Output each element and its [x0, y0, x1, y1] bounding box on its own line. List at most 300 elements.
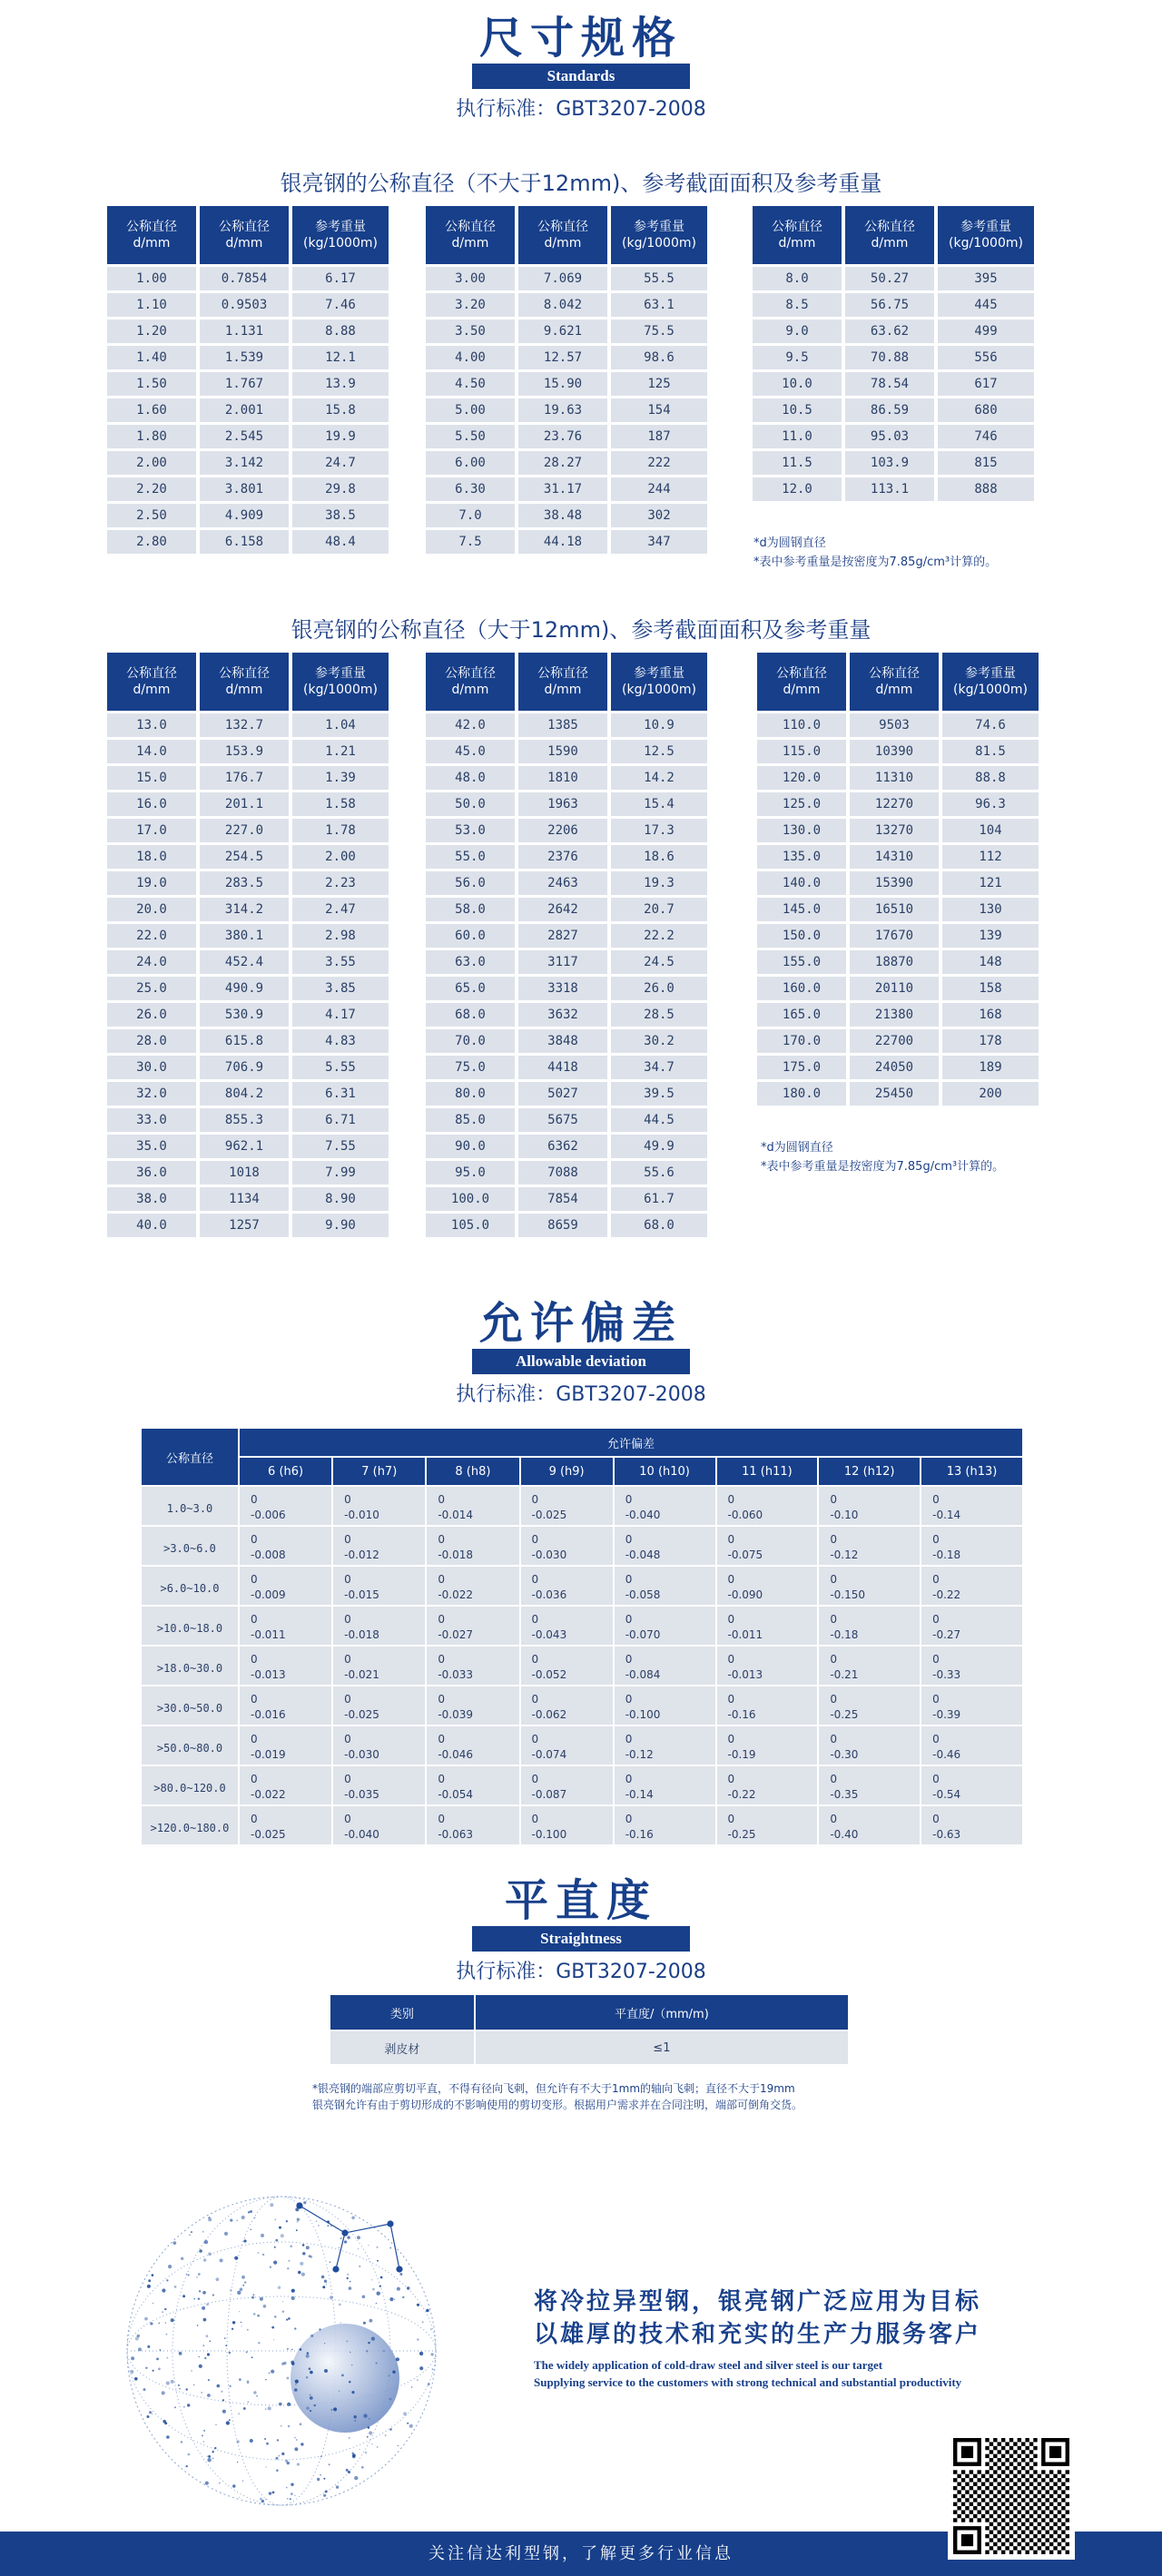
table-cell: 22.0: [107, 924, 196, 948]
upper-deviation: 0: [625, 1573, 633, 1586]
qr-module: [1041, 2542, 1045, 2546]
qr-module: [1009, 2534, 1013, 2538]
qr-module: [1005, 2474, 1009, 2478]
column-header-line1: 公称直径: [537, 220, 588, 234]
qr-module: [985, 2486, 989, 2490]
table-cell: 3848: [518, 1029, 607, 1053]
column-header-line1: 公称直径: [219, 666, 270, 681]
table-cell: 50.27: [845, 267, 934, 290]
qr-module: [1053, 2522, 1057, 2526]
table-row: [426, 766, 707, 790]
column-header-line2: d/mm: [783, 683, 821, 697]
table-row: [426, 1108, 707, 1132]
table-row: [757, 977, 1039, 1000]
qr-module: [998, 2490, 1001, 2493]
globe-dot: [143, 2388, 146, 2391]
table-cell: 7.99: [292, 1161, 389, 1185]
qr-module: [998, 2514, 1001, 2518]
globe-dot: [226, 2421, 230, 2424]
globe-dot: [320, 2474, 321, 2476]
qr-module: [1066, 2526, 1069, 2530]
column-header-line1: 公称直径: [445, 666, 496, 681]
qr-module: [985, 2494, 989, 2498]
table-cell: 2376: [518, 845, 607, 869]
qr-module: [1018, 2494, 1021, 2498]
qr-module: [993, 2510, 997, 2513]
upper-deviation: 0: [830, 1773, 837, 1785]
table-cell: 140.0: [757, 871, 846, 895]
qr-module: [993, 2534, 997, 2538]
globe-dot: [326, 2284, 327, 2285]
qr-module: [1058, 2494, 1061, 2498]
globe-dot: [340, 2322, 341, 2323]
upper-deviation: 0: [251, 1613, 258, 1626]
table-row: [426, 451, 707, 475]
table-row: [426, 1187, 707, 1211]
table-cell: 132.7: [200, 713, 289, 737]
globe-dot: [220, 2258, 223, 2262]
globe-dot: [422, 2321, 424, 2323]
table-cell: 70.88: [845, 346, 934, 369]
qr-module: [1009, 2551, 1013, 2554]
qr-module: [1013, 2522, 1017, 2526]
qr-module: [981, 2474, 985, 2478]
globe-dot: [131, 2356, 134, 2360]
table-cell: 113.1: [845, 477, 934, 501]
table-cell: 4.17: [292, 1003, 389, 1027]
upper-deviation: 0: [251, 1773, 258, 1785]
tolerance-cell: [716, 1805, 819, 1845]
qr-module: [1058, 2518, 1061, 2522]
globe-dot: [149, 2411, 152, 2414]
table-cell: 2.545: [200, 425, 289, 448]
globe-dot: [224, 2337, 226, 2339]
globe-dot: [276, 2469, 279, 2472]
globe-dot: [300, 2348, 302, 2351]
globe-dot: [383, 2350, 385, 2352]
qr-module: [1025, 2510, 1029, 2513]
table-cell: 615.8: [200, 1029, 289, 1053]
large-table-2: [422, 650, 711, 1240]
globe-dot: [236, 2220, 238, 2222]
qr-module: [1025, 2502, 1029, 2506]
table-cell: 158: [942, 977, 1039, 1000]
globe-dot: [130, 2370, 133, 2374]
qr-module: [1001, 2534, 1005, 2538]
column-header-line2: d/mm: [225, 236, 263, 251]
table-row: [107, 346, 389, 369]
globe-dot: [246, 2351, 248, 2353]
qr-module: [990, 2466, 993, 2470]
tolerance-cell: [520, 1486, 614, 1526]
qr-module: [1021, 2546, 1025, 2550]
table-cell: 60.0: [426, 924, 515, 948]
globe-dot: [258, 2342, 260, 2344]
table-cell: 15390: [850, 871, 939, 895]
table-cell: 706.9: [200, 1056, 289, 1079]
table-cell: 2.00: [292, 845, 389, 869]
globe-dot: [281, 2453, 284, 2455]
globe-dot: [426, 2309, 429, 2313]
upper-deviation: 0: [344, 1693, 351, 1706]
tolerance-cell: [426, 1726, 519, 1765]
table-cell: 175.0: [757, 1056, 846, 1079]
lower-deviation: -0.018: [344, 1628, 379, 1641]
upper-deviation: 0: [438, 1613, 445, 1626]
globe-dot: [369, 2431, 372, 2434]
table-row: [426, 530, 707, 554]
qr-module: [1025, 2454, 1029, 2458]
globe-dot: [322, 2286, 325, 2288]
globe-dot: [232, 2484, 235, 2487]
tolerance-cell: [921, 1726, 1023, 1765]
table-cell: 499: [938, 320, 1034, 343]
qr-module: [961, 2478, 965, 2482]
globe-dot: [346, 2340, 348, 2342]
table-row: [426, 845, 707, 869]
table-cell: 28.0: [107, 1029, 196, 1053]
table-cell: 25450: [850, 1082, 939, 1106]
slogan-cn-2: 以雄厚的技术和充实的生产力服务客户: [534, 2321, 982, 2348]
globe-dot: [202, 2345, 204, 2346]
tolerance-cell: [921, 1805, 1023, 1845]
qr-module: [985, 2502, 989, 2506]
globe-dot: [286, 2487, 288, 2489]
table-cell: 12.5: [611, 740, 707, 763]
column-header-line1: 参考重量: [965, 666, 1016, 681]
tolerance-cell: [426, 1526, 519, 1566]
table-cell: 2642: [518, 898, 607, 921]
globe-dot: [324, 2343, 325, 2344]
qr-module: [1046, 2538, 1049, 2542]
qr-module: [1061, 2490, 1065, 2493]
qr-module: [970, 2502, 973, 2506]
globe-dot: [181, 2257, 183, 2260]
globe-dot: [351, 2391, 354, 2394]
lower-deviation: -0.100: [531, 1828, 567, 1841]
qr-module: [990, 2498, 993, 2502]
globe-dot: [286, 2319, 288, 2321]
qr-module: [985, 2551, 989, 2554]
globe-dot: [411, 2386, 413, 2388]
globe-dot: [199, 2249, 202, 2253]
table-cell: 150.0: [757, 924, 846, 948]
tolerance-cell: [239, 1526, 332, 1566]
table-cell: 888: [938, 477, 1034, 501]
qr-code[interactable]: [948, 2433, 1075, 2560]
qr-module: [1058, 2470, 1061, 2473]
globe-dot: [232, 2321, 235, 2324]
globe-dot: [272, 2492, 275, 2494]
qr-module: [1021, 2506, 1025, 2510]
column-header-line2: d/mm: [133, 683, 171, 697]
globe-dot: [202, 2306, 205, 2310]
globe-dot: [234, 2256, 238, 2260]
qr-module: [961, 2518, 965, 2522]
upper-deviation: 0: [438, 1733, 445, 1745]
qr-module: [970, 2486, 973, 2490]
qr-module: [1013, 2498, 1017, 2502]
qr-module: [990, 2538, 993, 2542]
table-cell: 9.90: [292, 1214, 389, 1237]
qr-module: [1021, 2442, 1025, 2445]
table-cell: 20.0: [107, 898, 196, 921]
globe-dot: [310, 2410, 311, 2412]
upper-deviation: 0: [830, 1813, 837, 1825]
globe-dot: [214, 2447, 216, 2449]
globe-dot: [306, 2406, 310, 2410]
globe-dot: [160, 2349, 162, 2351]
qr-module: [1053, 2546, 1057, 2550]
lower-deviation: -0.006: [251, 1509, 286, 1521]
table-cell: 112: [942, 845, 1039, 869]
qr-module: [1053, 2531, 1057, 2534]
table-cell: 445: [938, 293, 1034, 317]
note-small: [753, 534, 997, 572]
table-cell: 1590: [518, 740, 607, 763]
table-cell: 98.6: [611, 346, 707, 369]
qr-module: [1013, 2474, 1017, 2478]
globe-dot: [208, 2455, 211, 2458]
qr-module: [1001, 2518, 1005, 2522]
qr-module: [1038, 2483, 1041, 2486]
globe-dot: [206, 2303, 209, 2306]
tolerance-cell: [818, 1566, 921, 1606]
globe-dot: [303, 2201, 306, 2204]
globe-dot: [199, 2290, 201, 2292]
qr-module: [953, 2510, 957, 2513]
globe-dot: [340, 2237, 342, 2239]
table-cell: 42.0: [426, 713, 515, 737]
globe-dot: [203, 2318, 207, 2322]
qr-module: [1021, 2450, 1025, 2453]
qr-module: [1009, 2494, 1013, 2498]
globe-dot: [300, 2262, 303, 2266]
qr-module: [1049, 2534, 1053, 2538]
globe-dot: [241, 2276, 245, 2279]
table-cell: 2463: [518, 871, 607, 895]
table-cell: 1963: [518, 792, 607, 816]
qr-module: [1001, 2510, 1005, 2513]
table-cell: 28.27: [518, 451, 607, 475]
column-header: [426, 206, 515, 264]
lower-deviation: -0.008: [251, 1549, 286, 1561]
globe-dot: [430, 2328, 432, 2330]
qr-module: [1058, 2478, 1061, 2482]
qr-module: [1001, 2462, 1005, 2465]
lower-deviation: -0.21: [830, 1668, 859, 1681]
globe-dot: [379, 2286, 381, 2287]
column-header-line2: (kg/1000m): [303, 683, 378, 697]
table-row: [757, 713, 1039, 737]
upper-deviation: 0: [438, 1813, 445, 1825]
table-cell: 17.0: [107, 819, 196, 842]
upper-deviation: 0: [727, 1493, 735, 1506]
straightness-title: 平直度: [504, 1875, 657, 1926]
globe-dot: [314, 2404, 316, 2406]
qr-module: [981, 2498, 985, 2502]
diameter-range: >120.0~180.0: [141, 1805, 239, 1845]
footer-bar: 关注信达利型钢，了解更多行业信息: [0, 2532, 1162, 2576]
tolerance-cell: [520, 1805, 614, 1845]
lower-deviation: -0.39: [932, 1708, 961, 1721]
globe-dot: [291, 2289, 295, 2293]
column-header-line1: 参考重量: [315, 666, 366, 681]
tolerance-cell: [818, 1486, 921, 1526]
qr-module: [1029, 2474, 1033, 2478]
table-cell: 18.6: [611, 845, 707, 869]
table-cell: 314.2: [200, 898, 289, 921]
straightness-row-category: 剥皮材: [330, 2030, 475, 2065]
globe-dot: [191, 2370, 192, 2371]
deviation-header: [0, 1298, 1162, 1409]
globe-dot: [206, 2335, 209, 2337]
lower-deviation: -0.022: [438, 1588, 474, 1601]
table-cell: 15.90: [518, 372, 607, 396]
qr-module: [1041, 2470, 1045, 2473]
lower-deviation: -0.035: [344, 1788, 379, 1801]
column-header: [200, 206, 289, 264]
globe-dot: [354, 2476, 358, 2480]
table-cell: 63.1: [611, 293, 707, 317]
qr-module: [1025, 2470, 1029, 2473]
table-cell: 7088: [518, 1161, 607, 1185]
column-header-line1: 公称直径: [537, 666, 588, 681]
table-cell: 11.0: [753, 425, 842, 448]
table-row: [141, 1566, 1023, 1606]
globe-dot: [399, 2273, 402, 2276]
table-cell: 29.8: [292, 477, 389, 501]
globe-dot: [162, 2391, 165, 2394]
globe-dot: [204, 2357, 206, 2359]
table-cell: 5.50: [426, 425, 515, 448]
globe-dot: [376, 2363, 378, 2365]
table-row: [107, 477, 389, 501]
qr-module: [981, 2483, 985, 2486]
qr-module: [1058, 2526, 1061, 2530]
slogan-cn-1: 将冷拉异型钢，银亮钢广泛应用为目标: [534, 2288, 982, 2315]
tolerance-cell: [921, 1486, 1023, 1526]
globe-dot: [359, 2266, 360, 2267]
qr-module: [953, 2470, 957, 2473]
globe-dot: [346, 2469, 349, 2472]
globe-dot: [250, 2229, 251, 2230]
lower-deviation: -0.040: [344, 1828, 379, 1841]
globe-dot: [138, 2347, 142, 2351]
globe-dot: [389, 2428, 391, 2430]
qr-module: [990, 2442, 993, 2445]
globe-dot: [179, 2388, 180, 2389]
globe-dot: [203, 2441, 204, 2442]
tolerance-cell: [332, 1726, 426, 1765]
globe-dot: [189, 2235, 190, 2236]
globe-dot: [204, 2240, 208, 2244]
qr-module: [1049, 2478, 1053, 2482]
globe-dot: [281, 2234, 284, 2237]
upper-deviation: 0: [727, 1693, 735, 1706]
tolerance-cell: [426, 1566, 519, 1606]
deviation-col-label: 公称直径: [141, 1428, 239, 1486]
globe-dot: [174, 2406, 176, 2408]
tolerance-cell: [239, 1486, 332, 1526]
qr-module: [1013, 2514, 1017, 2518]
qr-module: [1053, 2514, 1057, 2518]
table-cell: 61.7: [611, 1187, 707, 1211]
table-cell: 452.4: [200, 950, 289, 974]
qr-module: [1066, 2502, 1069, 2506]
table-cell: 13.9: [292, 372, 389, 396]
qr-module: [1013, 2458, 1017, 2462]
table-cell: 24.0: [107, 950, 196, 974]
globe-dot: [237, 2291, 241, 2295]
qr-module: [1046, 2514, 1049, 2518]
table-row: [426, 398, 707, 422]
tolerance-grade-header: 10 (h10): [614, 1457, 716, 1486]
upper-deviation: 0: [251, 1573, 258, 1586]
globe-dot: [417, 2379, 419, 2381]
table-cell: 44.18: [518, 530, 607, 554]
table-cell: 24.5: [611, 950, 707, 974]
globe-dot: [339, 2390, 340, 2392]
upper-deviation: 0: [727, 1573, 735, 1586]
qr-module: [1029, 2466, 1033, 2470]
qr-module: [998, 2538, 1001, 2542]
upper-deviation: 0: [932, 1533, 940, 1546]
globe-dot: [158, 2323, 160, 2325]
table-cell: 75.0: [426, 1056, 515, 1079]
globe-dot: [198, 2273, 201, 2276]
qr-module: [973, 2490, 977, 2493]
lower-deviation: -0.048: [625, 1549, 661, 1561]
upper-deviation: 0: [531, 1733, 539, 1745]
qr-module: [1021, 2531, 1025, 2534]
qr-module: [973, 2483, 977, 2486]
globe-dot: [274, 2219, 276, 2221]
qr-module: [970, 2478, 973, 2482]
qr-module: [1009, 2446, 1013, 2450]
table-cell: 187: [611, 425, 707, 448]
column-header-line2: d/mm: [451, 683, 489, 697]
qr-module: [998, 2466, 1001, 2470]
lower-deviation: -0.18: [932, 1549, 961, 1561]
tolerance-cell: [921, 1566, 1023, 1606]
straightness-col-category: 类别: [330, 1994, 475, 2030]
qr-module: [993, 2486, 997, 2490]
qr-module: [977, 2518, 980, 2522]
qr-module: [993, 2454, 997, 2458]
upper-deviation: 0: [344, 1533, 351, 1546]
qr-module: [1046, 2531, 1049, 2534]
qr-module: [957, 2498, 960, 2502]
upper-deviation: 0: [251, 1693, 258, 1706]
tolerance-grade-header: 11 (h11): [716, 1457, 819, 1486]
globe-dot: [164, 2422, 167, 2424]
globe-dot: [371, 2337, 375, 2341]
globe-dot: [179, 2352, 182, 2355]
qr-module: [1058, 2510, 1061, 2513]
globe-dot: [207, 2458, 211, 2462]
table-cell: 3318: [518, 977, 607, 1000]
globe-dot: [148, 2279, 151, 2282]
upper-deviation: 0: [932, 1493, 940, 1506]
column-header-line2: (kg/1000m): [622, 236, 696, 251]
globe-dot: [239, 2311, 240, 2312]
qr-module: [1033, 2486, 1037, 2490]
qr-module: [1001, 2502, 1005, 2506]
column-header: [850, 653, 939, 711]
lower-deviation: -0.070: [625, 1628, 661, 1641]
tolerance-grade-header: 8 (h8): [426, 1457, 519, 1486]
